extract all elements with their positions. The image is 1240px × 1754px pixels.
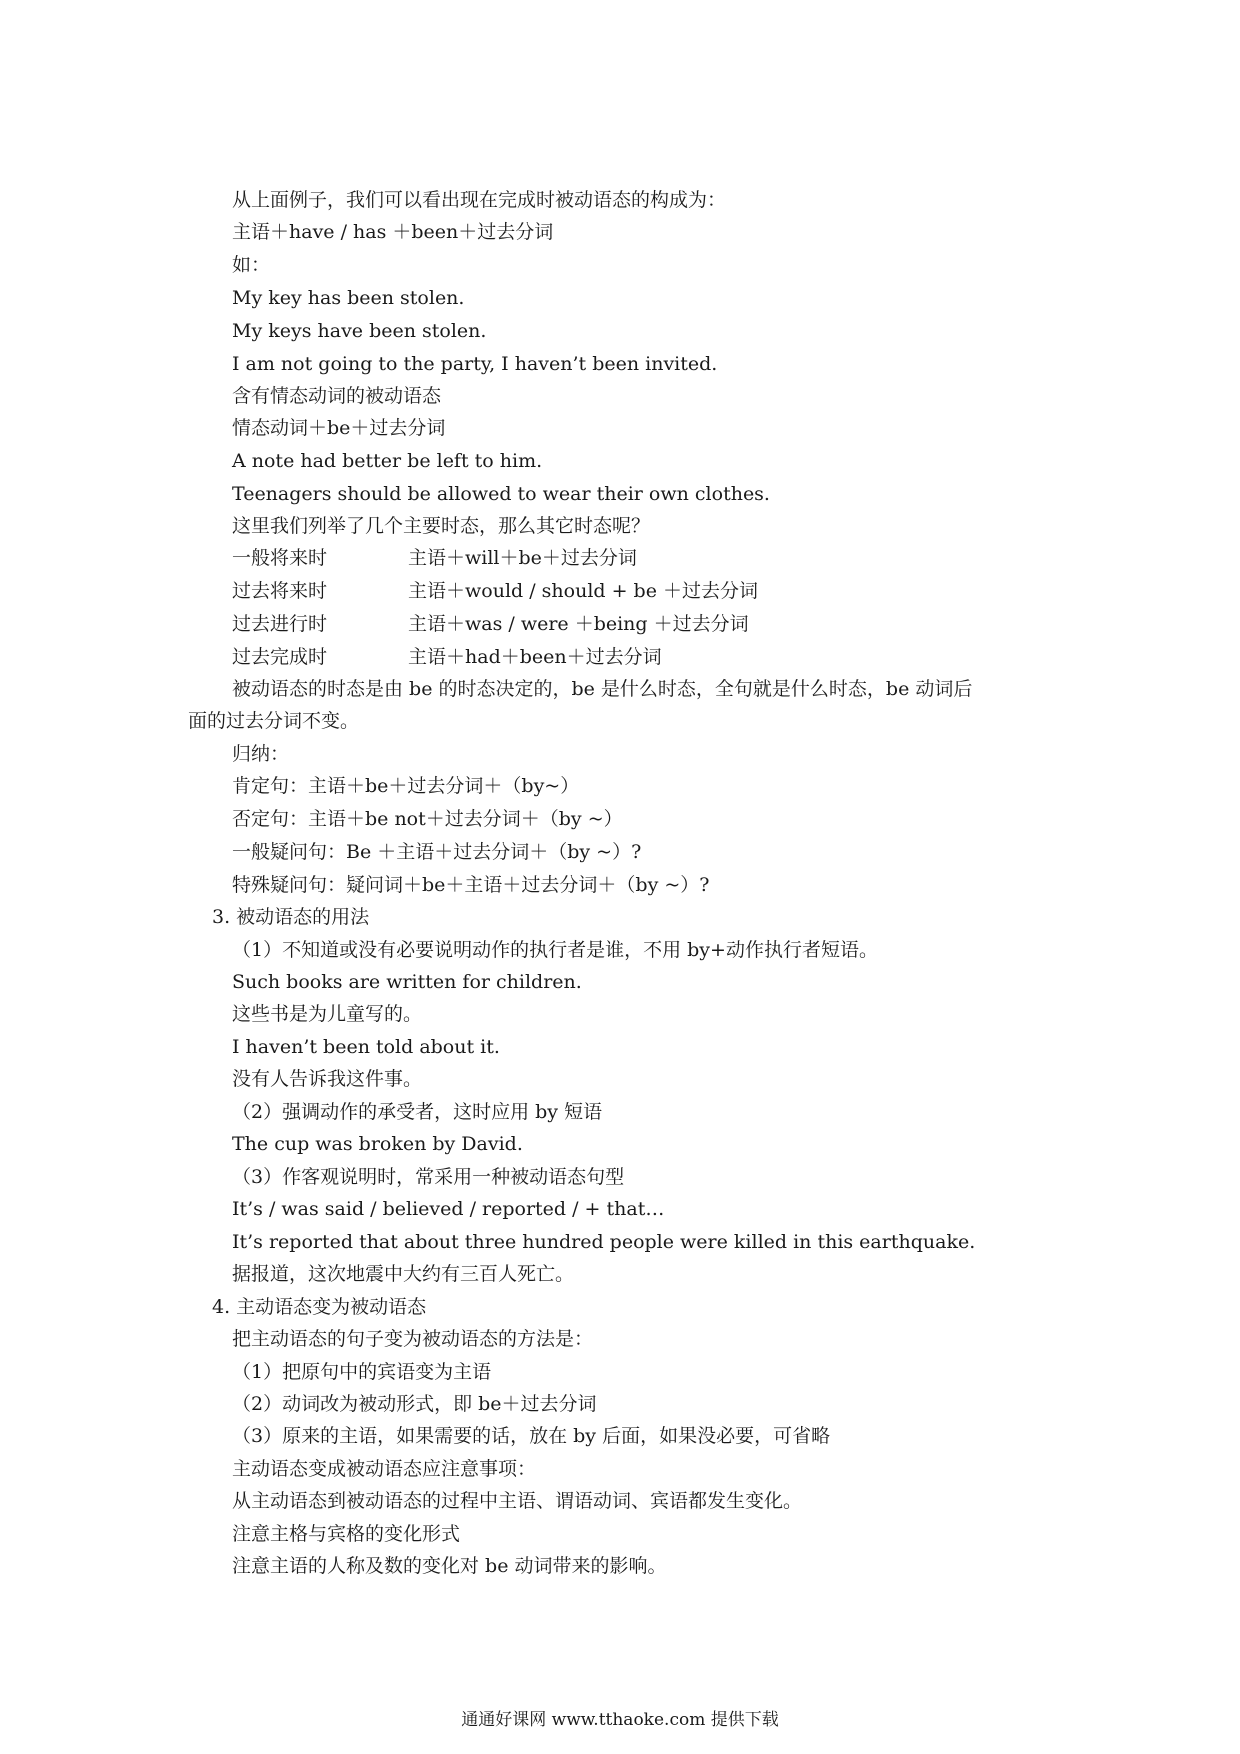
- example-sentence: Such books are written for children.: [232, 971, 582, 993]
- section-3-heading: 3. 被动语态的用法: [212, 906, 370, 928]
- example-sentence: It’s reported that about three hundred people were killed in this earthquake.: [232, 1231, 976, 1253]
- tense-rule-note: 被动语态的时态是由 be 的时态决定的，be 是什么时态，全句就是什么时态，be 动词后: [232, 678, 973, 700]
- tense-name: 过去进行时: [232, 613, 328, 635]
- example-sentence: My keys have been stolen.: [232, 320, 487, 342]
- example-sentence: My key has been stolen.: [232, 287, 465, 309]
- tense-name: 过去将来时: [232, 580, 328, 602]
- notes-heading: 主动语态变成被动语态应注意事项：: [232, 1458, 537, 1480]
- example-sentence: A note had better be left to him.: [232, 450, 543, 472]
- example-translation: 没有人告诉我这件事。: [232, 1068, 423, 1090]
- example-label: 如：: [232, 254, 271, 276]
- example-translation: 这些书是为儿童写的。: [232, 1003, 423, 1025]
- tense-form: 主语＋had＋been＋过去分词: [408, 646, 662, 668]
- usage-point: （2）强调动作的承受者，这时应用 by 短语: [232, 1101, 603, 1123]
- usage-point: （1）不知道或没有必要说明动作的执行者是谁，不用 by+动作执行者短语。: [232, 939, 878, 961]
- conversion-step: （3）原来的主语，如果需要的话，放在 by 后面，如果没必要，可省略: [232, 1425, 831, 1447]
- tense-form: 主语＋would / should + be ＋过去分词: [408, 580, 759, 602]
- structure-note: 从上面例子，我们可以看出现在完成时被动语态的构成为：: [232, 189, 727, 211]
- example-sentence: Teenagers should be allowed to wear their own clothes.: [232, 483, 770, 505]
- tense-rule-note-continued: 面的过去分词不变。: [188, 710, 360, 732]
- modal-formula: 情态动词＋be＋过去分词: [232, 417, 446, 439]
- tense-form: 主语＋was / were ＋being ＋过去分词: [408, 613, 749, 635]
- usage-point: （3）作客观说明时，常采用一种被动语态句型: [232, 1166, 625, 1188]
- tense-name: 一般将来时: [232, 547, 328, 569]
- example-translation: 据报道，这次地震中大约有三百人死亡。: [232, 1263, 575, 1285]
- section-4-heading: 4. 主动语态变为被动语态: [212, 1296, 427, 1318]
- tense-name: 过去完成时: [232, 646, 328, 668]
- summary-label: 归纳：: [232, 743, 290, 765]
- note-item: 注意主语的人称及数的变化对 be 动词带来的影响。: [232, 1555, 667, 1577]
- example-sentence: The cup was broken by David.: [232, 1133, 523, 1155]
- conversion-step: （1）把原句中的宾语变为主语: [232, 1361, 492, 1383]
- note-item: 从主动语态到被动语态的过程中主语、谓语动词、宾语都发生变化。: [232, 1490, 803, 1512]
- page-footer: 通通好课网 www.tthaoke.com 提供下载: [461, 1710, 779, 1730]
- summary-item: 肯定句：主语＋be＋过去分词＋（by~）: [232, 775, 580, 797]
- conversion-step: （2）动词改为被动形式，即 be＋过去分词: [232, 1393, 597, 1415]
- summary-item: 否定句：主语＋be not＋过去分词＋（by ~）: [232, 808, 623, 830]
- other-tenses-question: 这里我们列举了几个主要时态，那么其它时态呢？: [232, 515, 651, 537]
- summary-item: 特殊疑问句：疑问词＋be＋主语＋过去分词＋（by ~）?: [232, 874, 710, 896]
- example-sentence: I am not going to the party, I haven’t been invited.: [232, 353, 718, 375]
- tense-form: 主语＋will＋be＋过去分词: [408, 547, 637, 569]
- sentence-pattern: It’s / was said / believed / reported / + that…: [232, 1198, 665, 1220]
- conversion-intro: 把主动语态的句子变为被动语态的方法是：: [232, 1328, 594, 1350]
- present-perfect-formula: 主语＋have / has ＋been＋过去分词: [232, 221, 554, 243]
- modal-heading: 含有情态动词的被动语态: [232, 385, 442, 407]
- example-sentence: I haven’t been told about it.: [232, 1036, 500, 1058]
- note-item: 注意主格与宾格的变化形式: [232, 1523, 461, 1545]
- summary-item: 一般疑问句：Be ＋主语＋过去分词＋（by ~）?: [232, 841, 642, 863]
